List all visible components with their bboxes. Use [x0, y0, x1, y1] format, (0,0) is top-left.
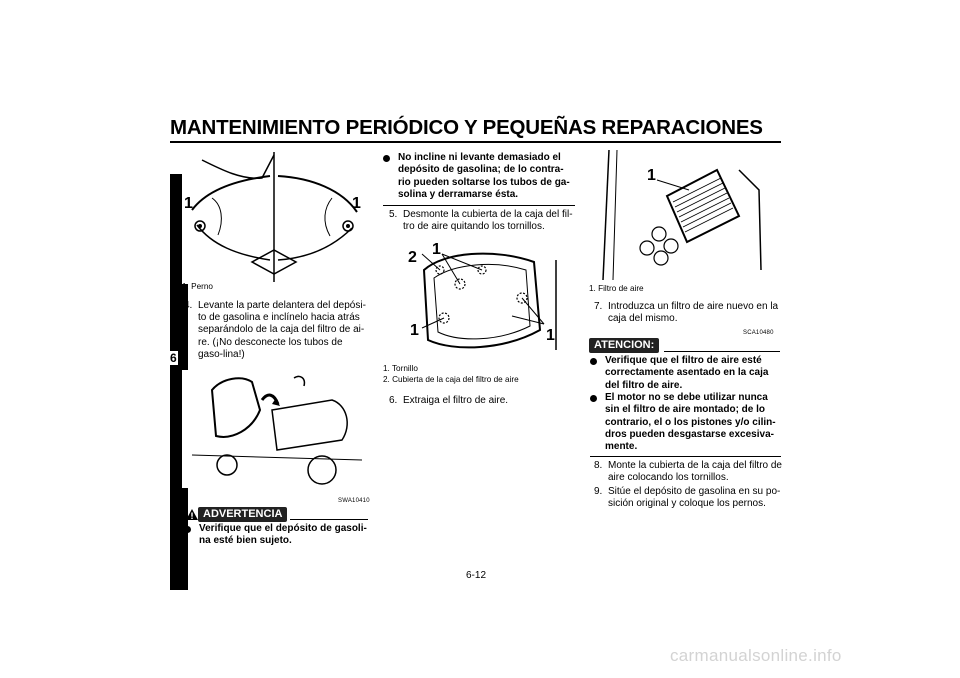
step-number: 9. [594, 486, 603, 497]
figure3-caption: 1. Filtro de aire [589, 284, 644, 293]
bullet-text: El motor no se debe utilizar nunca sin el filtro de aire montado; de lo contrario, el o los pistones y/o cilin-dros pueden desgastarse excesiva-mente. [605, 392, 776, 453]
bullet-text: Verifique que el filtro de aire esté correctamente asentado en la caja del filtro de aire. [605, 355, 769, 391]
caution2-bottom-rule [590, 456, 781, 457]
caution-label: ATENCION: [589, 338, 659, 353]
bullet-text: No incline ni levante demasiado el depósito de gasolina; de lo contra-rio pueden soltarse los tubos de ga-solina y derramarse ésta. [398, 152, 570, 200]
warning-code: SWA10410 [338, 498, 370, 504]
warning-bullet [184, 523, 370, 549]
step-text: Extraiga el filtro de aire. [403, 395, 509, 406]
warning-rule [290, 519, 368, 520]
step-text: Desmonte la cubierta de la caja del fil-tro de aire quitando los tornillos. [403, 209, 573, 233]
bullet-dot [184, 526, 191, 533]
step-text: Monte la cubierta de la caja del filtro de aire colocando los tornillos. [608, 460, 782, 484]
step-8 [594, 460, 784, 486]
figure1-caption: 1. Perno [182, 282, 213, 291]
step-text: Introduzca un filtro de aire nuevo en la caja del mismo. [608, 301, 779, 325]
step-7 [594, 301, 780, 327]
step-9 [594, 486, 784, 512]
callout-1-right: 1 [352, 195, 361, 212]
caution-code: SCA10480 [743, 330, 774, 336]
page-number: 6-12 [466, 570, 487, 581]
step-4 [184, 300, 370, 362]
caution2-bullet-2 [590, 392, 781, 454]
step-text: Sitúe el depósito de gasolina en su po-sición original y coloque los pernos. [608, 486, 781, 510]
bullet-dot [590, 358, 597, 365]
figure-filter-image [589, 150, 775, 282]
callout-1-bottom-left: 1 [410, 322, 419, 339]
callout-2: 2 [408, 249, 417, 266]
warning-label: ADVERTENCIA [198, 507, 287, 522]
step-number: 7. [594, 301, 603, 312]
step-text: Levante la parte delantera del depósi-to de gasolina e inclínelo hacia atrás separándolo de la caja del filtro de ai-re. (¡No desconecte los tubos de gaso-lina!) [198, 300, 366, 360]
chapter-number: 6 [170, 351, 177, 365]
callout-1-bottom-right: 1 [546, 327, 555, 344]
caution1-bullet [383, 152, 575, 206]
figure-tank-image [182, 370, 368, 488]
callout-1-left: 1 [184, 195, 193, 212]
page-title: MANTENIMIENTO PERIÓDICO Y PEQUEÑAS REPARACIONES [170, 116, 763, 139]
figure2-caption-2: 2. Cubierta de la caja del filtro de aire [383, 375, 519, 384]
watermark: carmanualsonline.info [670, 646, 842, 665]
figure-bolts-image [182, 150, 368, 284]
step-number: 8. [594, 460, 603, 471]
callout-1-top: 1 [432, 241, 441, 258]
step-number: 5. [389, 209, 398, 220]
bullet-text: Verifique que el depósito de gasoli-na esté bien sujeto. [199, 523, 367, 547]
caution2-bullet-1 [590, 355, 781, 393]
callout-1: 1 [647, 167, 656, 184]
warning-icon [185, 508, 199, 521]
bullet-dot [590, 395, 597, 402]
step-5 [389, 209, 575, 235]
title-rule [170, 141, 781, 143]
step-number: 6. [389, 395, 398, 406]
figure-cover-image [384, 240, 570, 362]
bullet-dot [383, 155, 390, 162]
step-6 [389, 395, 575, 409]
caution1-rule [383, 205, 575, 206]
figure2-caption-1: 1. Tornillo [383, 364, 418, 373]
caution-rule [664, 351, 780, 352]
step-number: 4. [184, 300, 193, 311]
